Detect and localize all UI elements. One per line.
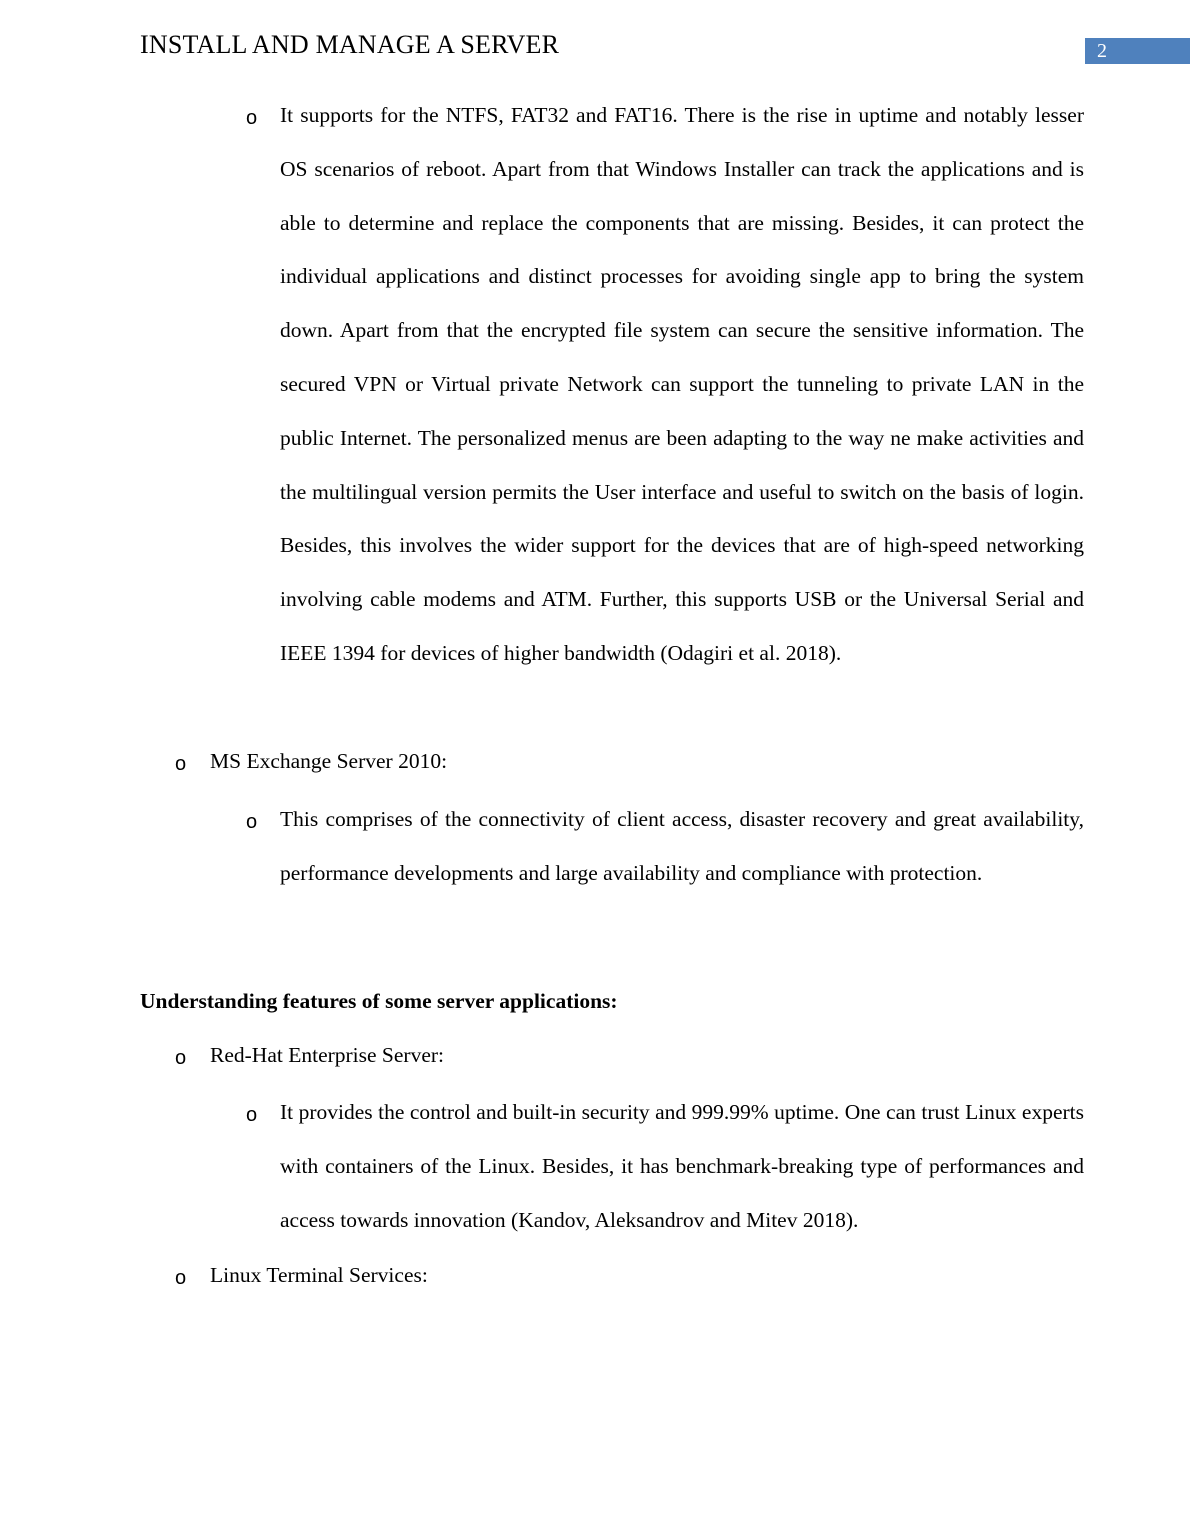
red-hat-paragraph: It provides the control and built-in security and 999.99% uptime. One can trust Linux experts with containers of the Linux. Besides, it has benchmark-breaking type of performances and access towards innovation (Kandov, Aleksandrov and Mitev 2018).	[280, 1100, 1084, 1232]
running-header-title: INSTALL AND MANAGE A SERVER	[140, 30, 560, 59]
page-number: 2	[1085, 38, 1190, 64]
list-item-ms-exchange: MS Exchange Server 2010:	[210, 749, 448, 773]
bullet-marker: o	[175, 1047, 187, 1069]
ms-exchange-paragraph: This comprises of the connectivity of client access, disaster recovery and great availability, performance developments and large availability and compliance with protection.	[280, 807, 1084, 885]
sub-bullet-marker: o	[246, 811, 258, 833]
list-item-linux-terminal-services: Linux Terminal Services:	[210, 1263, 428, 1287]
bullet-marker: o	[175, 1267, 187, 1289]
windows-features-paragraph: It supports for the NTFS, FAT32 and FAT16. There is the rise in uptime and notably lesser OS scenarios of reboot. Apart from that Windows Installer can track the applications and is able to determine and replace the components that are missing. Besides, it can protect the individual applications and distinct processes for avoiding single app to bring the system down. Apart from that the encrypted file system can secure the sensitive information. The secured VPN or Virtual private Network can support the tunneling to private LAN in the public Internet. The personalized menus are been adapting to the way ne make activities and the multilingual version permits the User interface and useful to switch on the basis of login. Besides, this involves the wider support for the devices that are of high-speed networking involving cable modems and ATM. Further, this supports USB or the Universal Serial and IEEE 1394 for devices of higher bandwidth (Odagiri et al. 2018).	[280, 103, 1084, 665]
sub-bullet-marker: o	[246, 107, 258, 129]
sub-bullet-marker: o	[246, 1104, 258, 1126]
bullet-marker: o	[175, 753, 187, 775]
section-heading: Understanding features of some server applications:	[140, 989, 618, 1013]
list-item-red-hat: Red-Hat Enterprise Server:	[210, 1043, 445, 1067]
